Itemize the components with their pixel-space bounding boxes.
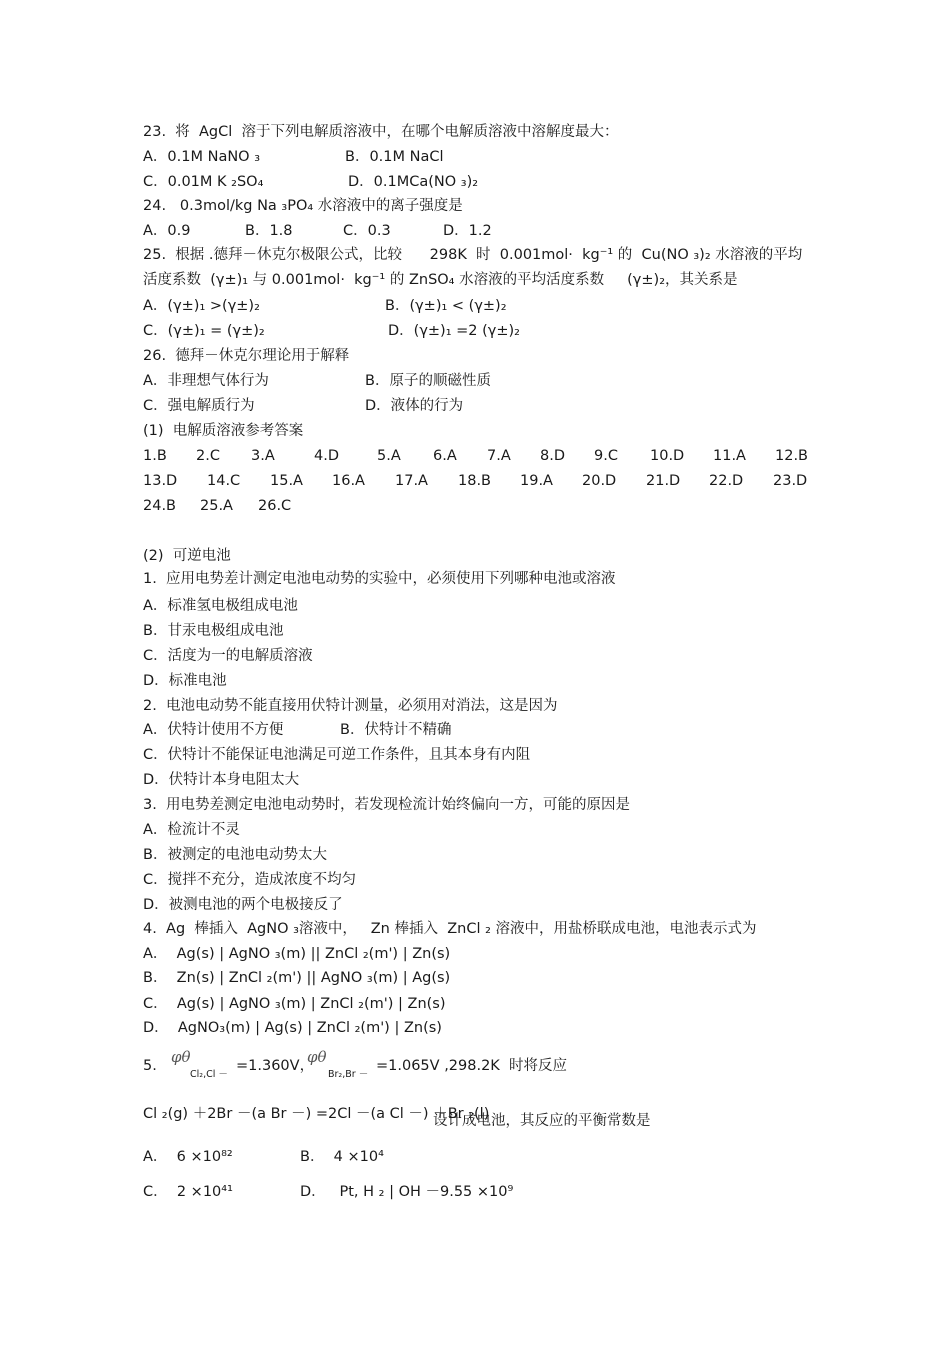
p2-option-c: C．伏特计不能保证电池满足可逆工作条件，且其本身有内阻 <box>143 747 531 763</box>
answer-item: 12.B <box>775 448 809 464</box>
q25-option-d: D．(γ±)₁ =2 (γ±)₂ <box>388 323 520 339</box>
answer-item: 1.B <box>143 448 167 464</box>
answer-item: 2.C <box>196 448 220 464</box>
answer-item: 17.A <box>395 473 428 489</box>
p1-option-a: A．标准氢电极组成电池 <box>143 598 298 614</box>
q23-option-b: B．0.1M NaCl <box>345 149 444 165</box>
p2-option-b: B．伏特计不精确 <box>340 722 452 738</box>
p4-stem: 4. Ag 棒插入 AgNO ₃溶液中， Zn 棒插入 ZnCl ₂ 溶液中，用盐桥联成电池，电池表示式为 <box>143 921 757 937</box>
answer-item: 7.A <box>487 448 511 464</box>
answer-item: 18.B <box>458 473 492 489</box>
q24-option-b: B．1.8 <box>245 223 293 239</box>
q24-option-d: D．1.2 <box>443 223 492 239</box>
p5-phi2-subscript: Br₂,Br － <box>328 1069 369 1080</box>
p5-option-d: D． Pt, H ₂ | OH －9.55 ×10⁹ <box>300 1184 514 1200</box>
answer-item: 20.D <box>582 473 617 489</box>
q24-stem: 24. 0.3mol/kg Na ₃PO₄ 水溶液中的离子强度是 <box>143 198 463 214</box>
p5-option-b: B． 4 ×10⁴ <box>300 1149 384 1165</box>
p3-stem: 3. 用电势差测定电池电动势时，若发现检流计始终偏向一方，可能的原因是 <box>143 797 631 813</box>
answer-item: 11.A <box>713 448 746 464</box>
p3-option-a: A．检流计不灵 <box>143 822 240 838</box>
p5-option-c: C． 2 ×10⁴¹ <box>143 1184 233 1200</box>
phi-theta-symbol: φθ <box>307 1048 327 1066</box>
answer-item: 21.D <box>646 473 681 489</box>
q25-option-a: A．(γ±)₁ >(γ±)₂ <box>143 298 260 314</box>
answers-title: (1) 电解质溶液参考答案 <box>143 423 304 439</box>
p1-option-b: B．甘汞电极组成电池 <box>143 623 284 639</box>
q26-stem: 26. 德拜－休克尔理论用于解释 <box>143 348 350 364</box>
answer-item: 16.A <box>332 473 365 489</box>
answer-item: 24.B <box>143 498 177 514</box>
q24-option-c: C．0.3 <box>343 223 391 239</box>
answer-item: 10.D <box>650 448 685 464</box>
q26-option-d: D．液体的行为 <box>365 398 464 414</box>
p5-phi1-subscript: Cl₂,Cl － <box>190 1069 228 1080</box>
p5-number: 5. <box>143 1058 157 1074</box>
q25-option-b: B．(γ±)₁ < (γ±)₂ <box>385 298 507 314</box>
answer-item: 26.C <box>258 498 292 514</box>
p1-option-d: D．标准电池 <box>143 673 227 689</box>
answer-item: 4.D <box>314 448 339 464</box>
p2-stem: 2. 电池电动势不能直接用伏特计测量，必须用对消法，这是因为 <box>143 698 558 714</box>
q25-option-c: C．(γ±)₁ = (γ±)₂ <box>143 323 265 339</box>
p5-option-a: A． 6 ×10⁸² <box>143 1149 233 1165</box>
answer-item: 23.D <box>773 473 808 489</box>
p5-phi1-value: =1.360V， <box>236 1058 315 1074</box>
q26-option-a: A．非理想气体行为 <box>143 373 269 389</box>
answer-item: 15.A <box>270 473 303 489</box>
q26-option-b: B．原子的顺磁性质 <box>365 373 491 389</box>
p3-option-b: B．被测定的电池电动势太大 <box>143 847 327 863</box>
p2-option-a: A．伏特计使用不方便 <box>143 722 284 738</box>
answer-item: 19.A <box>520 473 553 489</box>
q25-stem-line2: 活度系数 (γ±)₁ 与 0.001mol· kg⁻¹ 的 ZnSO₄ 水溶液的平均活度系数 (γ±)₂，其关系是 <box>143 272 738 288</box>
p1-option-c: C．活度为一的电解质溶液 <box>143 648 313 664</box>
answer-item: 14.C <box>207 473 241 489</box>
answer-item: 9.C <box>594 448 618 464</box>
p1-stem: 1. 应用电势差计测定电池电动势的实验中，必须使用下列哪种电池或溶液 <box>143 571 616 587</box>
section-title-reversible-cell: (2) 可逆电池 <box>143 548 231 564</box>
answer-item: 5.A <box>377 448 401 464</box>
q25-stem-line1: 25. 根据 .德拜－休克尔极限公式，比较 298K 时 0.001mol· kg⁻¹ 的 Cu(NO ₃)₂ 水溶液的平均 <box>143 247 803 263</box>
q24-option-a: A．0.9 <box>143 223 191 239</box>
q23-option-a: A．0.1M NaNO ₃ <box>143 149 261 165</box>
answer-item: 22.D <box>709 473 744 489</box>
p3-option-c: C．搅拌不充分，造成浓度不均匀 <box>143 872 357 888</box>
p4-option-a: A． Ag(s) | AgNO ₃(m) || ZnCl ₂(m') | Zn(s) <box>143 946 451 962</box>
p3-option-d: D．被测电池的两个电极接反了 <box>143 897 343 913</box>
p4-option-c: C． Ag(s) | AgNO ₃(m) | ZnCl ₂(m') | Zn(s) <box>143 996 446 1012</box>
q23-option-c: C．0.01M K ₂SO₄ <box>143 174 264 190</box>
q26-option-c: C．强电解质行为 <box>143 398 255 414</box>
q23-stem: 23. 将 AgCl 溶于下列电解质溶液中，在哪个电解质溶液中溶解度最大： <box>143 124 619 140</box>
answer-item: 13.D <box>143 473 178 489</box>
answer-item: 3.A <box>251 448 275 464</box>
p5-reaction: Cl ₂(g) ＋2Br －(a Br －) =2Cl －(a Cl －) ＋Br ₂(l) <box>143 1106 490 1122</box>
answer-item: 8.D <box>540 448 565 464</box>
answer-item: 6.A <box>433 448 457 464</box>
p5-reaction-tail: 设计成电池，其反应的平衡常数是 <box>433 1113 651 1129</box>
phi-theta-symbol: φθ <box>171 1048 191 1066</box>
answer-item: 25.A <box>200 498 233 514</box>
p4-option-b: B． Zn(s) | ZnCl ₂(m') || AgNO ₃(m) | Ag(s) <box>143 970 451 986</box>
p2-option-d: D．伏特计本身电阻太大 <box>143 772 300 788</box>
q23-option-d: D．0.1MCa(NO ₃)₂ <box>348 174 479 190</box>
p5-phi2-value: =1.065V ,298.2K 时将反应 <box>376 1058 568 1074</box>
p4-option-d: D． AgNO₃(m) | Ag(s) | ZnCl ₂(m') | Zn(s) <box>143 1020 442 1036</box>
